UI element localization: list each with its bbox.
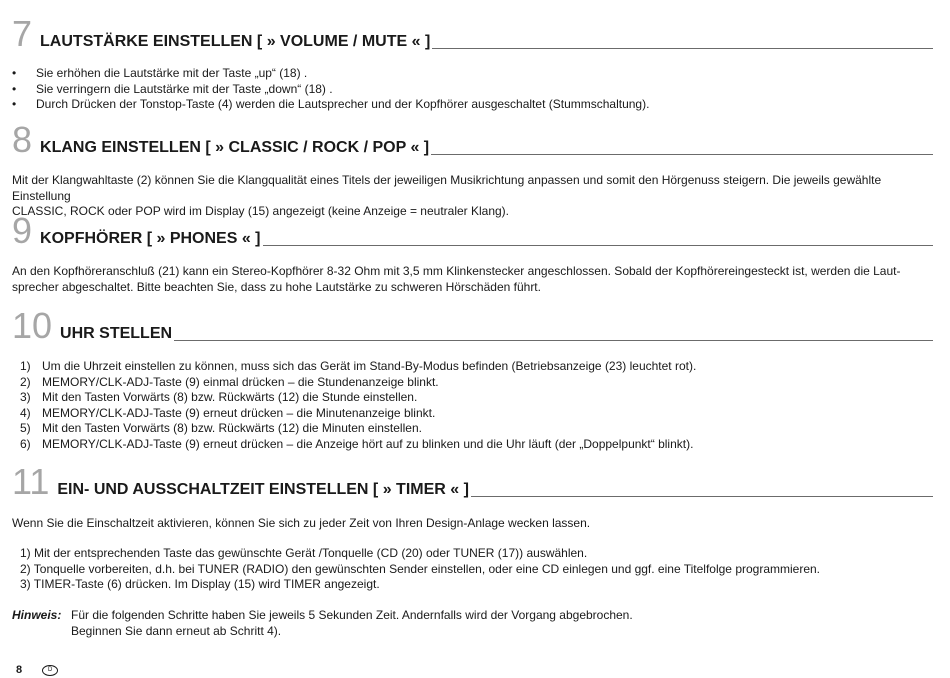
heading-rule [263, 245, 933, 246]
section-11-heading [12, 460, 933, 500]
heading-rule [431, 154, 933, 155]
hint-line: Beginnen Sie dann erneut ab Schritt 4). [71, 623, 282, 638]
step-text: Mit den Tasten Vorwärts (8) bzw. Rückwärts (12) die Minuten einstellen. [42, 421, 422, 435]
section-number: 11 [12, 461, 50, 502]
step-number: 3) [20, 390, 31, 404]
list-item [20, 375, 933, 391]
bullet-marker: • [12, 66, 17, 80]
step-number: 1) [20, 359, 31, 373]
timer-intro: Wenn Sie die Einschaltzeit aktivieren, können Sie sich zu jeder Zeit von Ihren Design-Anlage wecken lassen. [12, 516, 591, 530]
list-item [20, 390, 933, 406]
section-number: 9 [12, 210, 33, 251]
list-item-text: Durch Drücken der Tonstop-Taste (4) werden die Lautsprecher und der Kopfhörer ausgeschaltet (Stummschaltung). [36, 97, 650, 111]
page-number: 8 [16, 664, 23, 676]
section-title: KOPFHÖRER [ » PHONES « ] [40, 230, 261, 247]
hint-line: Für die folgenden Schritte haben Sie jeweils 5 Sekunden Zeit. Andernfalls wird der Vorgang abgebrochen. [71, 608, 633, 622]
hint-note [12, 608, 933, 639]
section-9-heading [12, 209, 933, 249]
section-title: UHR STELLEN [60, 325, 173, 342]
list-item-text: Sie erhöhen die Lautstärke mit der Taste „up“ (18) . [36, 66, 308, 80]
step-text: MEMORY/CLK-ADJ-Taste (9) erneut drücken – die Minutenanzeige blinkt. [42, 405, 436, 420]
section-10-heading [12, 304, 933, 344]
list-item [12, 82, 933, 98]
list-item [20, 421, 933, 437]
list-item [20, 359, 933, 375]
list-item [12, 97, 933, 113]
phones-paragraph [12, 264, 933, 295]
step-text: MEMORY/CLK-ADJ-Taste (9) einmal drücken – die Stundenanzeige blinkt. [42, 374, 439, 389]
step-text: MEMORY/CLK-ADJ-Taste (9) erneut drücken – die Anzeige hört auf zu blinken und die Uhr läuft (der „Doppelpunkt“ blinkt). [42, 436, 694, 451]
volume-bullet-list [12, 66, 933, 113]
heading-rule [432, 48, 933, 49]
list-item [20, 406, 933, 422]
section-title: EIN- UND AUSSCHALTZEIT EINSTELLEN [ » TIMER « ] [57, 481, 469, 498]
timer-steps-list [20, 546, 933, 593]
step-number: 5) [20, 421, 31, 435]
paragraph-line: An den Kopfhöreranschluß (21) kann ein Stereo-Kopfhörer 8-32 Ohm mit 3,5 mm Klinkenstecker angeschlossen. Sobald der Kopfhörereingesteckt ist, werden die Laut- [12, 264, 901, 278]
section-title: LAUTSTÄRKE EINSTELLEN [ » VOLUME / MUTE « ] [40, 33, 431, 50]
language-badge: D [42, 665, 58, 676]
list-item: 2) Tonquelle vorbereiten, d.h. bei TUNER (RADIO) den gewünschten Sender einstellen, oder eine CD einlegen und ggf. eine Titelfolge programmieren. [20, 561, 821, 576]
heading-rule [471, 496, 933, 497]
step-number: 4) [20, 405, 31, 420]
list-item: 3) TIMER-Taste (6) drücken. Im Display (15) wird TIMER angezeigt. [20, 577, 380, 591]
step-number: 6) [20, 436, 31, 451]
list-item: 1) Mit der entsprechenden Taste das gewünschte Gerät /Tonquelle (CD (20) oder TUNER (17)) auswählen. [20, 546, 588, 560]
list-item-text: Sie verringern die Lautstärke mit der Taste „down“ (18) . [36, 81, 333, 96]
section-number: 8 [12, 119, 33, 160]
step-number: 2) [20, 374, 31, 389]
page-footer [16, 664, 58, 676]
list-item [20, 437, 933, 453]
paragraph-line: CLASSIC, ROCK oder POP wird im Display (15) angezeigt (keine Anzeige = neutraler Klang). [12, 204, 510, 218]
paragraph-line: Mit der Klangwahltaste (2) können Sie die Klangqualität eines Titels der jeweiligen Musikrichtung anpassen und somit den Hörgenuss steigern. Die jeweils gewählte Einstellung [12, 173, 882, 203]
clock-steps-list [20, 359, 933, 452]
hint-body [71, 608, 633, 639]
paragraph-line: sprecher abgeschaltet. Bitte beachten Sie, dass zu hohe Lautstärke zu schweren Hörschäden führt. [12, 279, 541, 294]
heading-rule [174, 340, 933, 341]
section-number: 10 [12, 305, 53, 346]
section-8-heading [12, 118, 933, 158]
list-item [12, 66, 933, 82]
hint-label: Hinweis: [12, 608, 62, 622]
section-title: KLANG EINSTELLEN [ » CLASSIC / ROCK / POP « ] [40, 139, 430, 156]
bullet-marker: • [12, 97, 17, 111]
section-number: 7 [12, 13, 33, 54]
section-7-heading [12, 12, 933, 52]
step-text: Mit den Tasten Vorwärts (8) bzw. Rückwärts (12) die Stunde einstellen. [42, 390, 418, 404]
step-text: Um die Uhrzeit einstellen zu können, muss sich das Gerät im Stand-By-Modus befinden (Betriebsanzeige (23) leuchtet rot). [42, 359, 697, 373]
bullet-marker: • [12, 81, 17, 96]
